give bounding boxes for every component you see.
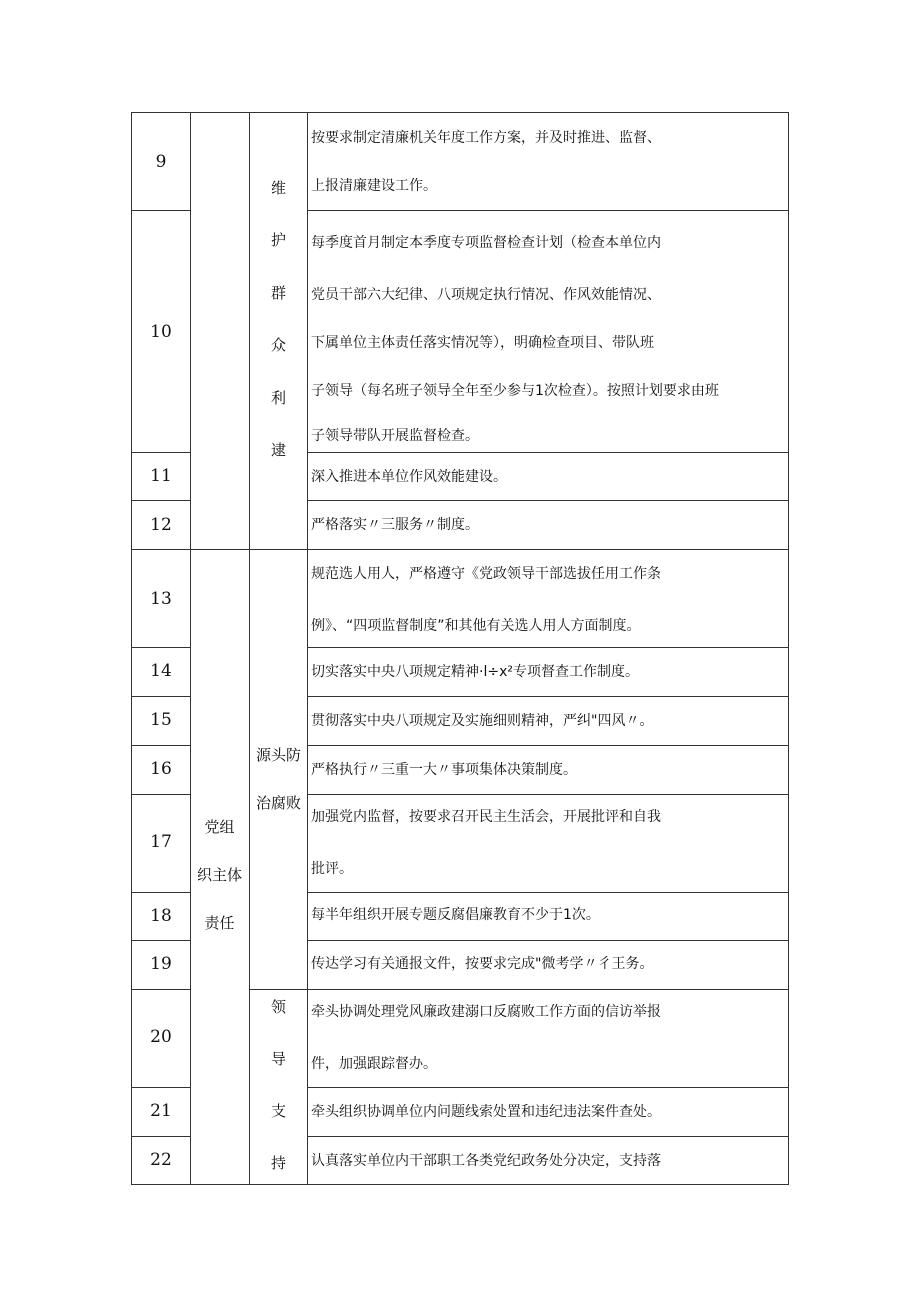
- row-text-line: 认真落实单位内干部职工各类党纪政务处分决定，支持落: [311, 1153, 661, 1169]
- row-text-line: 严格执行〃三重一大〃事项集体决策制度。: [311, 762, 577, 778]
- subcategory-char: 利: [270, 389, 286, 407]
- subcategory-char: 群: [270, 284, 286, 302]
- row-text-line: 深入推进本单位作风效能建设。: [311, 469, 507, 485]
- row-text-line: 批评。: [311, 861, 353, 877]
- subcategory-char: 护: [270, 231, 286, 249]
- subcategory-char: 维: [270, 179, 286, 197]
- row-text-line: 牵头协调处理党风廉政建溺口反腐败工作方面的信访举报: [311, 1004, 661, 1020]
- subcategory-label: 治腐败: [255, 794, 301, 812]
- row-number: 20: [150, 1027, 172, 1047]
- row-text-line: 子领导（每名班子领导全年至少参与1次检查）。按照计划要求由班: [311, 383, 719, 399]
- subcategory-char: 导: [270, 1050, 286, 1068]
- row-number: 9: [155, 152, 167, 172]
- row-number: 15: [150, 710, 172, 730]
- row-text-line: 子领导带队开展监督检查。: [311, 428, 479, 444]
- row-text-line: 切实落实中央八项规定精神·l÷x²专项督查工作制度。: [311, 664, 639, 680]
- row-text-line: 例》、“四项监督制度”和其他有关选人用人方面制度。: [311, 618, 641, 634]
- category-label: 责任: [204, 914, 235, 932]
- subcategory-char: 支: [270, 1102, 286, 1120]
- row-text-line: 下属单位主体责任落实情况等），明确检查项目、带队班: [311, 335, 654, 351]
- row-number: 12: [150, 515, 172, 535]
- row-number: 11: [150, 466, 172, 486]
- row-number: 19: [150, 954, 172, 974]
- row-text-line: 传达学习有关通报文件，按要求完成"微考学〃彳王务。: [311, 956, 654, 972]
- row-number: 10: [150, 322, 172, 342]
- row-text-line: 每季度首月制定本季度专项监督检查计划（检查本单位内: [311, 235, 661, 251]
- row-number: 18: [150, 906, 172, 926]
- row-number: 17: [150, 832, 172, 852]
- row-number: 22: [150, 1150, 172, 1170]
- row-text-line: 党员干部六大纪律、八项规定执行情况、作风效能情况、: [311, 287, 661, 303]
- row-text-line: 牵头组织协调单位内问题线索处置和违纪违法案件查处。: [311, 1104, 661, 1120]
- row-text-line: 贯彻落实中央八项规定及实施细则精神，严纠"四风〃。: [311, 713, 654, 729]
- row-number: 14: [150, 661, 172, 681]
- subcategory-char: 逮: [270, 441, 286, 459]
- row-text-line: 按要求制定清廉机关年度工作方案，并及时推进、监督、: [311, 130, 661, 146]
- row-number: 16: [150, 759, 172, 779]
- row-text-line: 加强党内监督，按要求召开民主生活会，开展批评和自我: [311, 809, 661, 825]
- subcategory-char: 领: [270, 998, 286, 1016]
- row-number: 21: [150, 1101, 172, 1121]
- row-text-line: 严格落实〃三服务〃制度。: [311, 517, 479, 533]
- subcategory-char: 持: [270, 1154, 286, 1172]
- category-label: 党组: [204, 818, 235, 836]
- row-number: 13: [150, 589, 172, 609]
- subcategory-char: 众: [270, 336, 286, 354]
- subcategory-label: 源头防: [255, 746, 301, 764]
- row-text-line: 规范选人用人，严格遵守《党政领导干部选拔任用工作条: [311, 566, 661, 582]
- row-text-line: 件，加强跟踪督办。: [311, 1056, 437, 1072]
- category-label: 织主体: [196, 866, 242, 884]
- row-text-line: 上报清廉建设工作。: [311, 178, 437, 194]
- row-text-line: 每半年组织开展专题反腐倡廉教育不少于1次。: [311, 907, 600, 923]
